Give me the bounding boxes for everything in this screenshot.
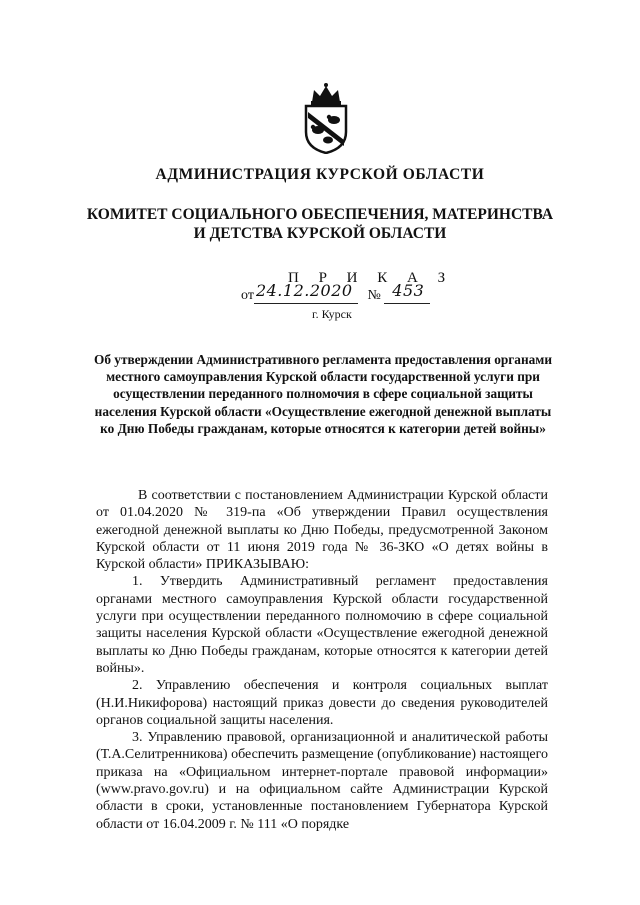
order-date-number-line — [241, 281, 430, 304]
handwritten-number: 453 — [392, 281, 425, 300]
administration-title: АДМИНИСТРАЦИЯ КУРСКОЙ ОБЛАСТИ — [155, 166, 485, 183]
order-body — [96, 487, 548, 833]
date-label: от — [241, 288, 254, 303]
document-type: П Р И К А З — [288, 270, 454, 286]
order-subject: Об утверждении Административного регламента предоставления органами местного самоуправления Курской области государственной услуги при осуществлении переданного полномочия в сфере социальной защиты населения Курской области «Осуществление ежегодной денежной выплаты ко Дню Победы гражданам, которые относятся к категории детей войны» — [93, 352, 552, 436]
city-label: г. Курск — [312, 307, 352, 321]
item-1-paragraph: 1. Утвердить Административный регламент предоставления органами местного самоуправления Курской области государственной услуги при осуществлении переданного полномочию в сфере социальной защиты населения Курской области «Осуществление ежегодной денежной выплаты ко Дню Победы гражданам, которые относятся к категории детей войны». — [96, 574, 548, 676]
coat-of-arms-icon — [298, 82, 354, 154]
committee-title-line1: КОМИТЕТ СОЦИАЛЬНОГО ОБЕСПЕЧЕНИЯ, МАТЕРИНСТВА — [86, 206, 554, 223]
committee-title — [0, 205, 640, 243]
item-3-paragraph: 3. Управлению правовой, организационной и аналитической работы (Т.А.Селитренникова) обеспечить размещение (опубликование) настоящего приказа на «Официальном интернет-портале правовой информации» (www.pravo.gov.ru) и на официальном сайте Администрации Курской области в сроки, установленные постановлением Губернатора Курской области от 16.04.2009 г. № 111 «О порядке — [96, 730, 548, 832]
item-2-paragraph: 2. Управлению обеспечения и контроля социальных выплат (Н.И.Никифорова) настоящий приказ довести до сведения руководителей органов социальной защиты населения. — [96, 678, 548, 728]
handwritten-date: 24.12.2020 — [255, 281, 353, 300]
committee-title-line2: И ДЕТСТВА КУРСКОЙ ОБЛАСТИ — [193, 225, 447, 242]
number-label: № — [367, 288, 381, 303]
preamble-paragraph: В соответствии с постановлением Администрации Курской области от 01.04.2020 № 319-па «Об утверждении Правил осуществления ежегодной денежной выплаты ко Дню Победы, предусмотренной Законом Курской области от 11 июня 2019 года № 36-ЗКО «О детях войны в Курской области» ПРИКАЗЫВАЮ: — [96, 488, 548, 573]
